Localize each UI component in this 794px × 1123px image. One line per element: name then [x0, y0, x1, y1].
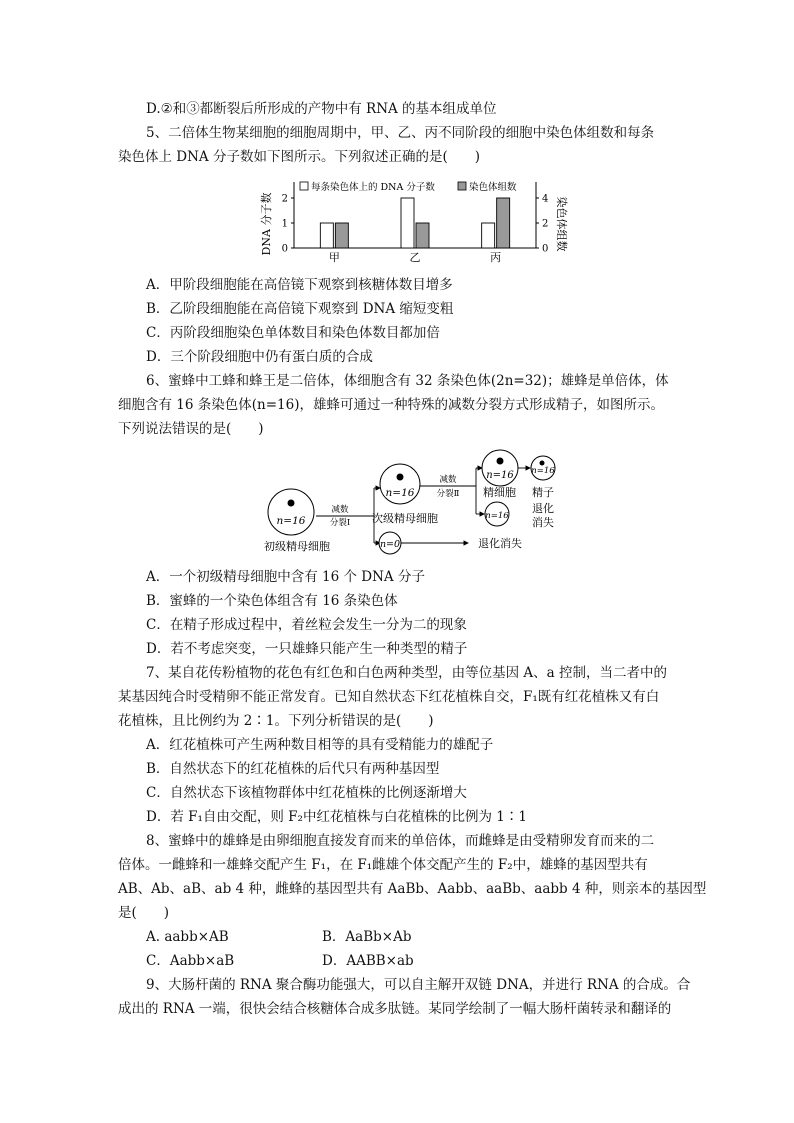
primary-cell-label: 初级精母细胞 [264, 540, 330, 553]
q9-line-0: 9、大肠杆菌的 RNA 聚合酶功能强大，可以自主解开双链 DNA，并进行 RNA 的合成。合 [146, 977, 691, 993]
arrow2-bottom-label: 分裂Ⅱ [436, 489, 460, 499]
legend-set-label: 染色体组数 [469, 182, 517, 193]
right-axis-label: 染色体组数 [555, 196, 568, 252]
q7-line-0: 7、某自花传粉植物的花色有红色和白色两种类型，由等位基因 A、a 控制，当二者中的 [146, 665, 667, 681]
q7-option-3: D．若 F₁自由交配，则 F₂中红花植株与白花植株的比例为 1∶1 [146, 809, 527, 825]
primary-cell-n: n=16 [276, 515, 306, 527]
q8-line-1: 倍体。一雌蜂和一雄蜂交配产生 F₁，在 F₁雌雄个体交配产生的 F₂中，雄蜂的基因型共有 [118, 857, 648, 873]
right-tick-label-0: 0 [542, 243, 549, 255]
q5-option-1: B．乙阶段细胞能在高倍镜下观察到 DNA 缩短变粗 [146, 301, 454, 317]
q7-option-0: A．红花植株可产生两种数目相等的具有受精能力的雄配子 [146, 737, 494, 753]
sperm-nucleus [540, 461, 545, 466]
bar-set-1 [416, 223, 429, 248]
q6-line-2: 下列说法错误的是( ) [118, 421, 264, 437]
category-label-0: 甲 [328, 251, 340, 264]
q6-option-2: C．在精子形成过程中，着丝粒会发生一分为二的现象 [146, 617, 467, 633]
q6-line-0: 6、蜜蜂中工蜂和蜂王是二倍体，体细胞含有 32 条染色体(2n=32)；雄蜂是单倍体，体 [146, 373, 669, 389]
sperm-label: 精子 [532, 486, 554, 499]
secondary-cell-n: n=16 [385, 487, 415, 499]
left-tick-label-1: 1 [281, 218, 288, 230]
bar-set-0 [335, 223, 348, 248]
bar-dna-2 [482, 223, 495, 248]
left-tick-label-2: 2 [281, 193, 288, 205]
bar-dna-1 [401, 198, 414, 248]
bar-dna-0 [320, 223, 333, 248]
category-label-2: 丙 [490, 251, 502, 264]
legend-dna-label: 每条染色体上的 DNA 分子数 [311, 182, 435, 193]
category-label-1: 乙 [409, 251, 421, 264]
q6-option-0: A．一个初级精母细胞中含有 16 个 DNA 分子 [146, 569, 425, 585]
secondary-nucleus [397, 474, 404, 481]
spermatid-nucleus [497, 458, 504, 465]
legend-swatch-set [458, 182, 466, 190]
spermatid-label: 精细胞 [483, 486, 516, 499]
bar-set-2 [497, 198, 510, 248]
secondary-cell-label: 次级精母细胞 [372, 512, 438, 525]
small-cell-label-1: 退化 [532, 502, 554, 515]
spermatid-n: n=16 [486, 470, 514, 481]
q5-option-2: C．丙阶段细胞染色单体数目和染色体数目都加倍 [146, 325, 440, 341]
q5-option-0: A．甲阶段细胞能在高倍镜下观察到核糖体数目增多 [146, 277, 453, 293]
small-cell-label-2: 消失 [532, 516, 554, 529]
q5-option-3: D．三个阶段细胞中仍有蛋白质的合成 [146, 349, 373, 365]
right-tick-label-2: 4 [542, 193, 549, 205]
q9-line-1: 成出的 RNA 一端，很快会结合核糖体合成多肽链。某同学绘制了一幅大肠杆菌转录和翻译的 [118, 1001, 672, 1017]
text-line-1: 5、二倍体生物某细胞的细胞周期中，甲、乙、丙不同阶段的细胞中染色体组数和每条 [146, 125, 655, 141]
q7-line-1: 某基因纯合时受精卵不能正常发育。已知自然状态下红花植株自交，F₁既有红花植株又有白 [118, 689, 660, 705]
q8-option-c: C．Aabb×aB [146, 953, 235, 969]
arrow1-bottom-label: 分裂Ⅰ [329, 518, 351, 528]
chart-legend [300, 181, 517, 193]
text-line-2: 染色体上 DNA 分子数如下图所示。下列叙述正确的是( ) [118, 149, 481, 165]
q6-line-1: 细胞含有 16 条染色体(n=16)，雄蜂可通过一种特殊的减数分裂方式形成精子，如图所示。 [118, 397, 664, 413]
q6-option-3: D．若不考虑突变，一只雄蜂只能产生一种类型的精子 [146, 641, 468, 657]
q8-line-2: AB、Ab、aB、ab 4 种，雌蜂的基因型共有 AaBb、Aabb、aaBb、aabb 4 种，则亲本的基因型 [118, 881, 707, 897]
q8-option-b: B．AaBb×Ab [322, 929, 412, 945]
left-axis-label: DNA 分子数 [260, 192, 273, 256]
q8-line-0: 8、蜜蜂中的雄蜂是由卵细胞直接发育而来的单倍体，而雌蜂是由受精卵发育而来的二 [146, 833, 655, 849]
q8-line-3: 是( ) [118, 905, 170, 921]
right-tick-label-1: 2 [542, 218, 549, 230]
q6-option-1: B．蜜蜂的一个染色体组含有 16 条染色体 [146, 593, 398, 609]
legend-swatch-dna [300, 182, 308, 190]
left-tick-label-0: 0 [281, 243, 288, 255]
q7-option-2: C．自然状态下该植物群体中红花植株的比例逐渐增大 [146, 785, 467, 801]
small-cell-n: n=16 [485, 511, 509, 521]
q8-option-d: D．AABB×ab [322, 953, 414, 969]
sperm-n: n=16 [531, 466, 555, 476]
degenerate-cell-n: n=0 [379, 539, 401, 550]
chromosome-bar-chart [258, 176, 568, 270]
arrow2-top-label: 减数 [439, 475, 457, 485]
primary-nucleus [288, 500, 295, 507]
degenerate-label: 退化消失 [478, 537, 522, 550]
drone-meiosis-diagram [258, 446, 568, 560]
arrow1-top-label: 减数 [331, 505, 349, 515]
text-line-0: D.②和③都断裂后所形成的产物中有 RNA 的基本组成单位 [146, 101, 497, 117]
q8-option-a: A. aabb×AB [146, 929, 229, 945]
q7-option-1: B．自然状态下的红花植株的后代只有两种基因型 [146, 761, 440, 777]
primary-cell [268, 489, 314, 535]
q7-line-2: 花植株，且比例约为 2∶1。下列分析错误的是( ) [118, 713, 434, 729]
